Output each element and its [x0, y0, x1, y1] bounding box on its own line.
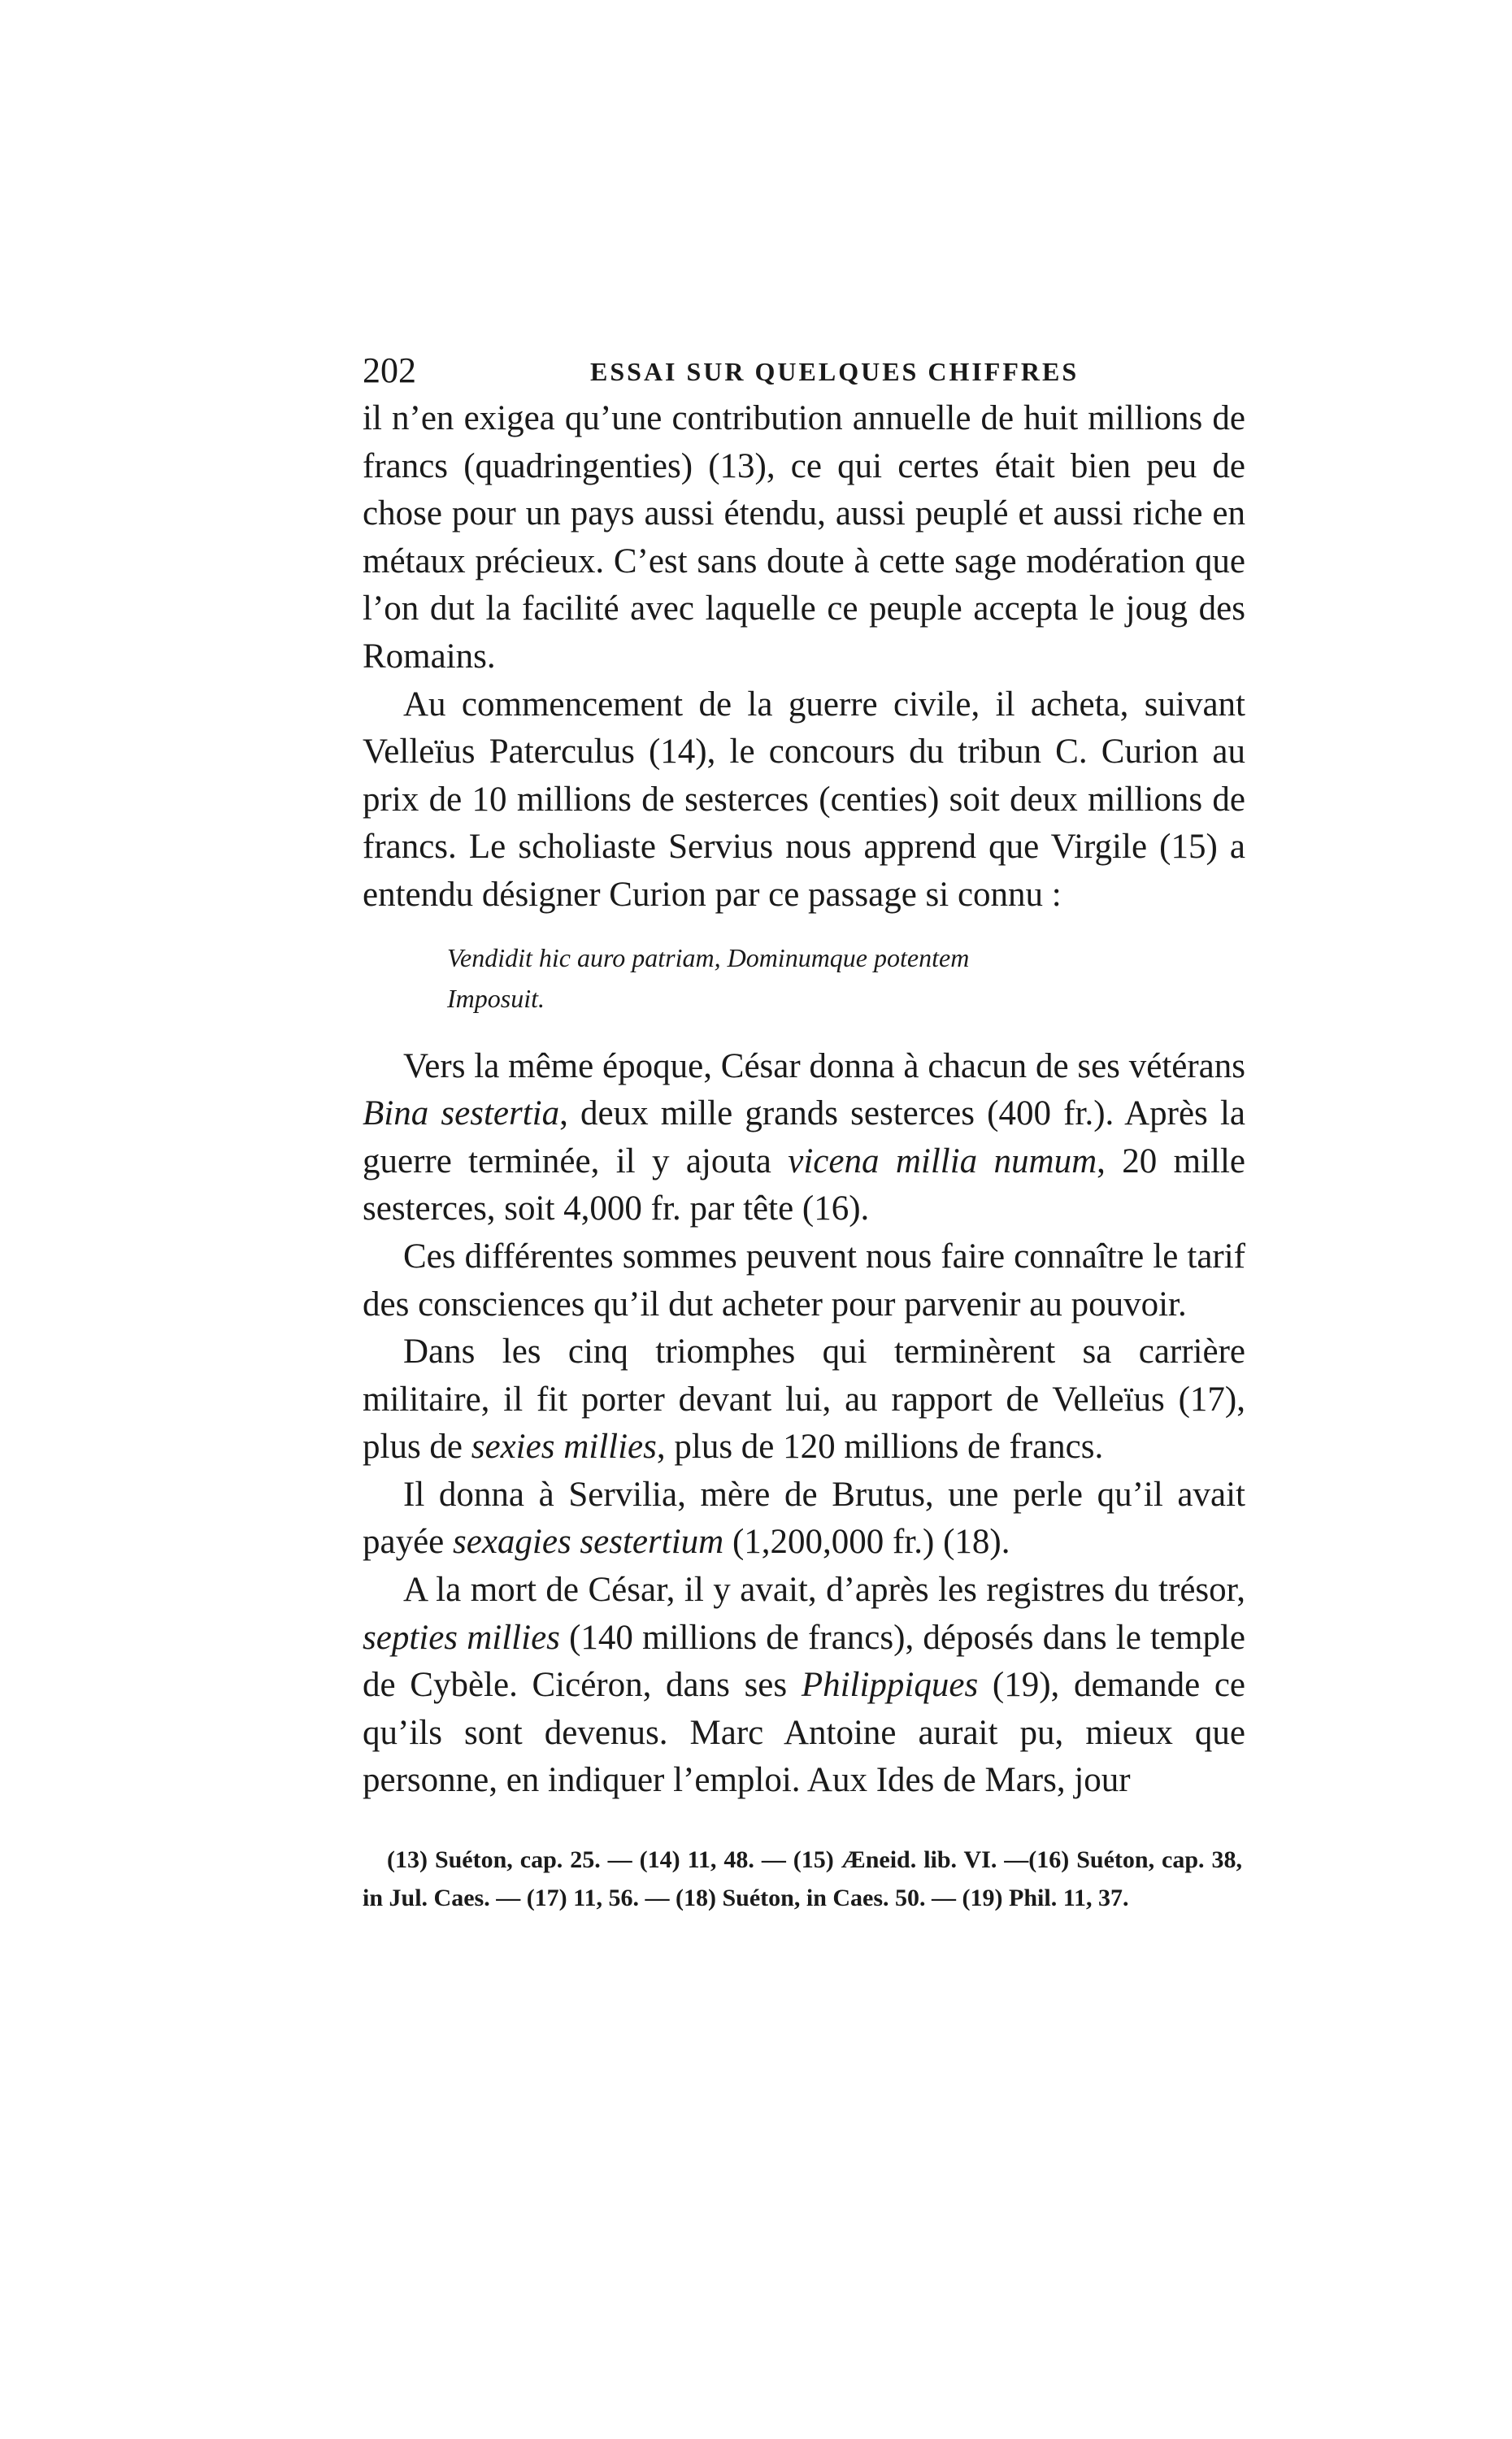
paragraph-3-text-a: Vers la même époque, César donna à chacun de ses vétérans: [403, 1046, 1245, 1085]
paragraph-3-italic-b: Bina sestertia: [363, 1094, 560, 1133]
paragraph-7: [363, 1567, 1245, 1805]
running-title: ESSAI SUR QUELQUES CHIFFRES: [590, 357, 1080, 386]
paragraph-7-italic-d: Philippiques: [801, 1666, 979, 1705]
verse-quote: [447, 937, 1245, 1019]
paragraph-3: [363, 1043, 1245, 1233]
paragraph-3-text-e: , 20 mille sesterces, soit 4,000 fr. par tête (16).: [363, 1141, 1246, 1228]
page-header: [363, 346, 1257, 395]
footnotes: [363, 1841, 1242, 1917]
footnotes-text: (13) Suéton, cap. 25. — (14) 11, 48. — (15) Æneid. lib. VI. —(16) Suéton, cap. 38, in Jul. Caes. — (17) 11, 56. — (18) Suéton, in Caes. 50. — (19) Phil. 11, 37.: [363, 1846, 1242, 1911]
paragraph-4: Ces différentes sommes peuvent nous faire connaître le tarif des consciences qu’il dut acheter pour parvenir au pouvoir.: [363, 1237, 1245, 1324]
paragraph-3-italic-d: vicena millia numum: [788, 1141, 1097, 1180]
page-number: 202: [363, 350, 416, 390]
paragraph-7-text-e: (19), demande ce qu’ils sont devenus. Marc Antoine aurait pu, mieux que personne, en indiquer l’emploi. Aux Ides de Mars, jour: [363, 1666, 1246, 1800]
paragraph-1: il n’en exigea qu’une contribution annuelle de huit millions de francs (quadringenties) (13), ce qui certes était bien peu de chose pour un pays aussi étendu, aussi peuplé et aussi riche en métaux précieux. C’est sans doute à cette sage modération que l’on dut la facilité avec laquelle ce peuple accepta le joug des Romains.: [363, 399, 1245, 676]
paragraph-3-text-c: , deux mille grands sesterces (400 fr.). Après la guerre terminée, il y ajouta: [363, 1094, 1245, 1180]
verse-line-2: Imposuit.: [447, 983, 545, 1013]
paragraph-6: [363, 1472, 1245, 1567]
paragraph-2: Au commencement de la guerre civile, il acheta, suivant Velleïus Paterculus (14), le concours du tribun C. Curion au prix de 10 millions de sesterces (centies) soit deux millions de francs. Le scholiaste Servius nous apprend que Virgile (15) a entendu désigner Curion par ce passage si connu :: [363, 685, 1245, 914]
paragraph-7-italic-b: septies millies: [363, 1618, 560, 1657]
paragraph-5: [363, 1328, 1245, 1472]
paragraph-6-text-c: (1,200,000 fr.) (18).: [723, 1523, 1010, 1562]
paragraph-6-italic-b: sexagies sestertium: [453, 1523, 724, 1562]
paragraph-7-text-c: (140 millions de francs), déposés dans le temple de Cybèle. Cicéron, dans ses: [363, 1618, 1245, 1705]
verse-line-1: Vendidit hic auro patriam, Dominumque potentem: [447, 942, 970, 972]
paragraph-5-text-c: , plus de 120 millions de francs.: [656, 1428, 1104, 1467]
paragraph-7-text-a: A la mort de César, il y avait, d’après les registres du trésor,: [403, 1571, 1245, 1610]
main-text: [363, 395, 1245, 1805]
paragraph-6-text-a: Il donna à Servilia, mère de Brutus, une perle qu’il avait payée: [363, 1475, 1245, 1562]
paragraph-5-italic-b: sexies millies: [471, 1428, 657, 1467]
paragraph-5-text-a: Dans les cinq triomphes qui terminèrent sa carrière militaire, il fit porter devant lui, au rapport de Velleïus (17), plus de: [363, 1333, 1245, 1467]
